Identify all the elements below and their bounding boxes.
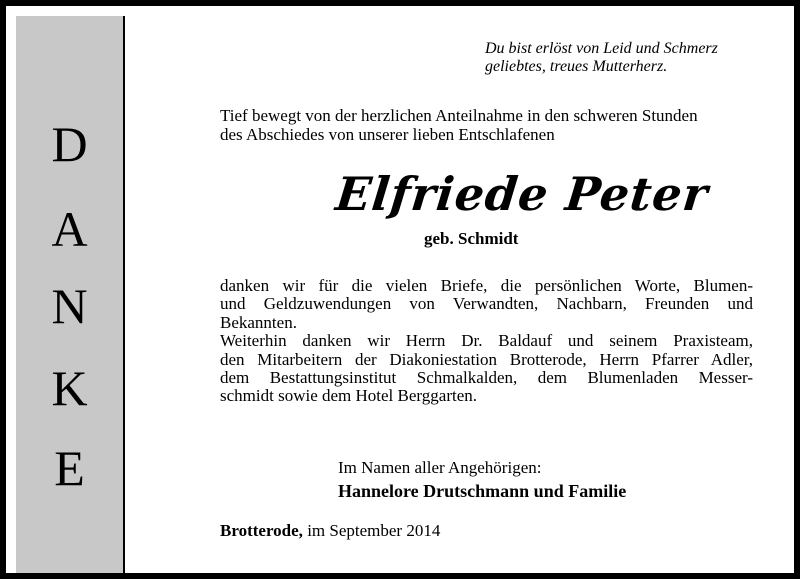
sidebar-letter: E	[54, 440, 85, 496]
place-date	[220, 522, 440, 539]
place: Brotterode,	[220, 521, 303, 540]
signature-family: Hannelore Drutschmann und Familie	[338, 481, 627, 501]
thanks-line: und Geldzuwendungen von Verwandten, Nachbarn, Freunden und	[220, 294, 753, 314]
thanks-line: Weiterhin danken wir Herrn Dr. Baldauf und seinem Praxisteam,	[220, 331, 753, 351]
thanks-line: den Mitarbeitern der Diakoniestation Brotterode, Herrn Pfarrer Adler,	[220, 349, 753, 369]
thanks-line: danken wir für die vielen Briefe, die persönlichen Worte, Blumen-	[220, 276, 753, 295]
thanks-line: schmidt sowie dem Hotel Berggarten.	[220, 386, 477, 406]
date: im September 2014	[302, 521, 441, 540]
thanks-line: dem Bestattungsinstitut Schmalkalden, dem Blumenladen Messer-	[220, 368, 753, 388]
deceased-name: Elfriede Peter	[333, 167, 711, 221]
intro-line-2: des Abschiedes von unserer lieben Entschlafenen	[220, 125, 555, 144]
verse-line-1: Du bist erlöst von Leid und Schmerz	[485, 40, 718, 57]
signature-intro: Im Namen aller Angehörigen:	[338, 458, 542, 477]
sidebar-letter: D	[51, 116, 88, 172]
sidebar-letter: K	[51, 360, 88, 416]
intro-line-1: Tief bewegt von der herzlichen Anteilnahme in den schweren Stunden	[220, 106, 698, 125]
thanks-line: Bekannten.	[220, 312, 297, 332]
thanks-paragraph	[220, 277, 753, 406]
danke-sidebar	[16, 16, 125, 573]
sidebar-letter: A	[51, 201, 88, 257]
birth-name: geb. Schmidt	[424, 229, 519, 248]
verse-line-2: geliebtes, treues Mutterherz.	[485, 58, 668, 75]
sidebar-letter: N	[51, 278, 88, 334]
